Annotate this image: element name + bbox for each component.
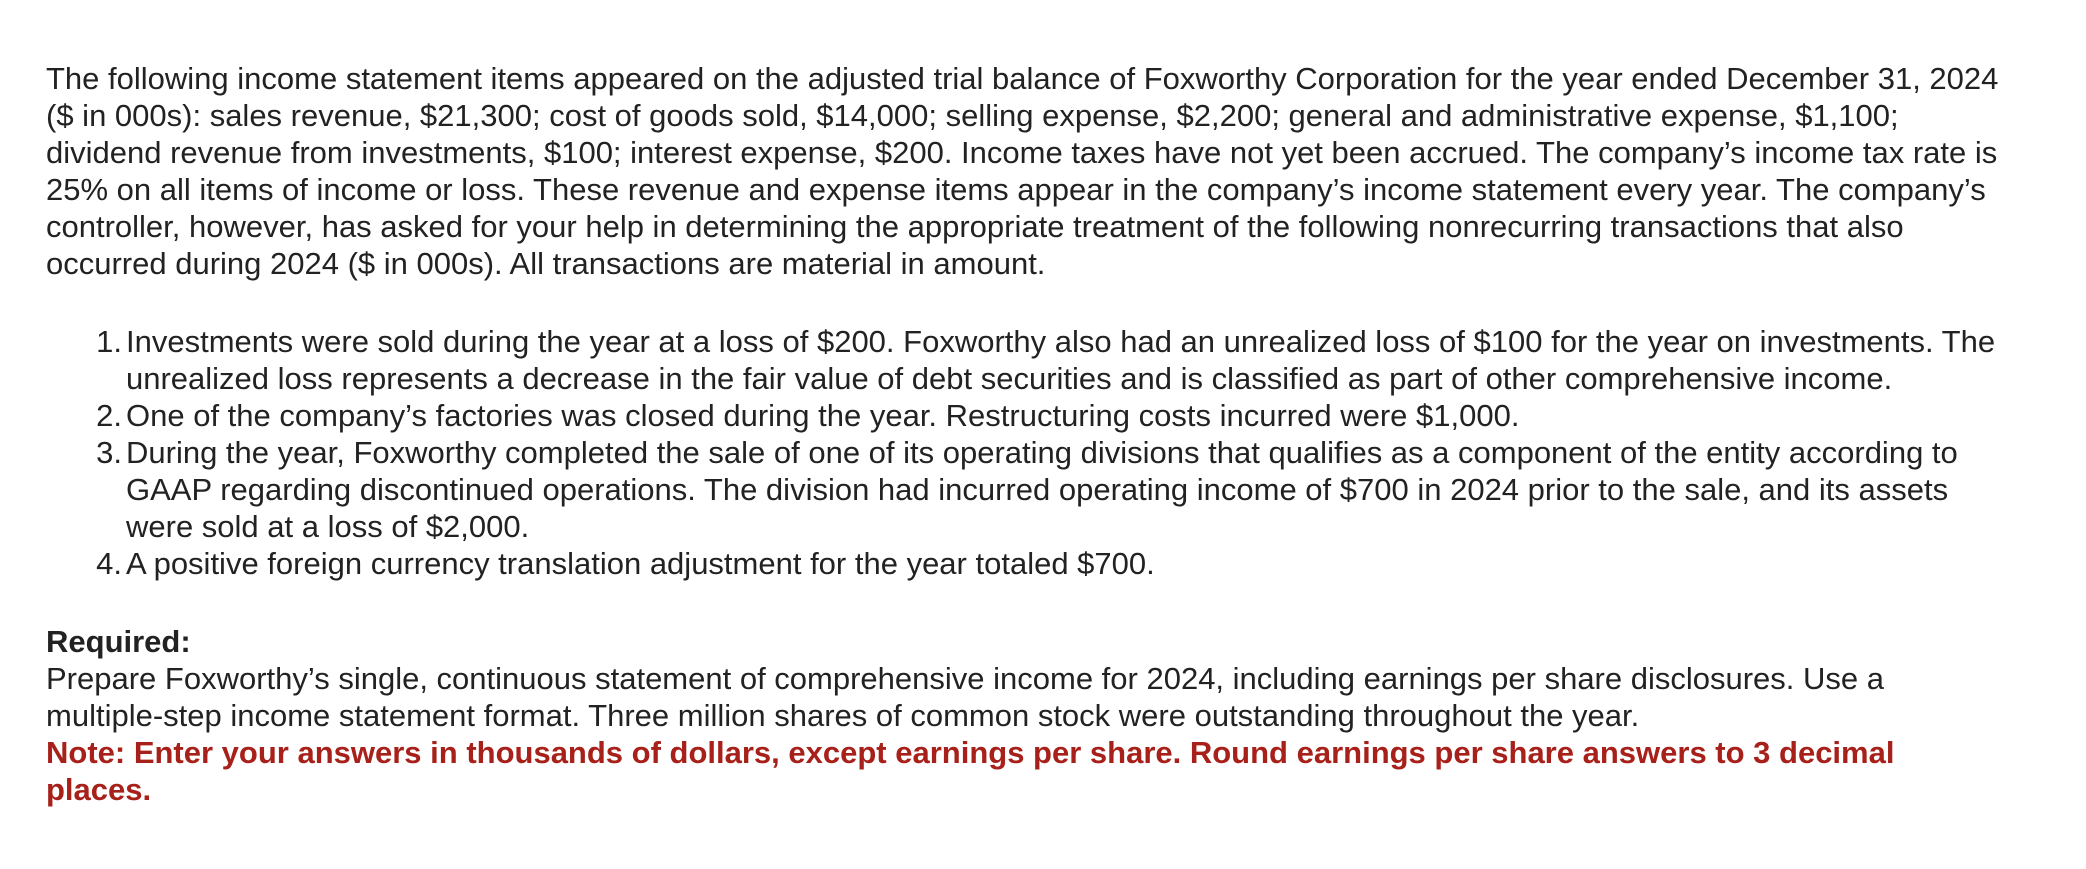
list-item-number: 4. — [96, 546, 122, 581]
list-item-text: Investments were sold during the year at a loss of $200. Foxworthy also had an unrealized loss of $100 for the year on investments. The unrealized loss represents a decrease in the fair value of debt securities and is classified as part of other comprehensive income. — [126, 324, 1996, 396]
list-item-text: A positive foreign currency translation adjustment for the year totaled $700. — [126, 546, 1155, 581]
list-item-text: During the year, Foxworthy completed the sale of one of its operating divisions that qualifies as a component of the entity according to GAAP regarding discontinued operations. The division had incurred operating income of $700 in 2024 prior to the sale, and its assets were sold at a loss of $2,000. — [126, 435, 1958, 544]
list-item — [96, 397, 2006, 434]
list-item — [96, 323, 2006, 397]
question-content — [46, 60, 2006, 808]
list-item — [96, 545, 2006, 582]
answer-note: Note: Enter your answers in thousands of dollars, except earnings per share. Round earnings per share answers to 3 decimal places. — [46, 735, 1895, 807]
list-item-text: One of the company’s factories was closed during the year. Restructuring costs incurred were $1,000. — [126, 398, 1520, 433]
list-item-number: 2. — [96, 398, 122, 433]
list-item — [96, 434, 2006, 545]
problem-intro: The following income statement items appeared on the adjusted trial balance of Foxworthy Corporation for the year ended December 31, 2024 ($ in 000s): sales revenue, $21,300; cost of goods sold, $14,000; selling expense, $2,200; general and administrative expense, $1,100; dividend revenue from investments, $100; interest expense, $200. Income taxes have not yet been accrued. The company’s income tax rate is 25% on all items of income or loss. These revenue and expense items appear in the company’s income statement every year. The company’s controller, however, has asked for your help in determining the appropriate treatment of the following nonrecurring transactions that also occurred during 2024 ($ in 000s). All transactions are material in amount. — [46, 61, 1999, 281]
required-heading: Required: — [46, 624, 191, 659]
list-item-number: 3. — [96, 435, 122, 470]
transaction-list — [46, 323, 2006, 582]
list-item-number: 1. — [96, 324, 122, 359]
required-instructions: Prepare Foxworthy’s single, continuous statement of comprehensive income for 2024, including earnings per share disclosures. Use a multiple-step income statement format. Three million shares of common stock were outstanding throughout the year. — [46, 661, 1885, 733]
